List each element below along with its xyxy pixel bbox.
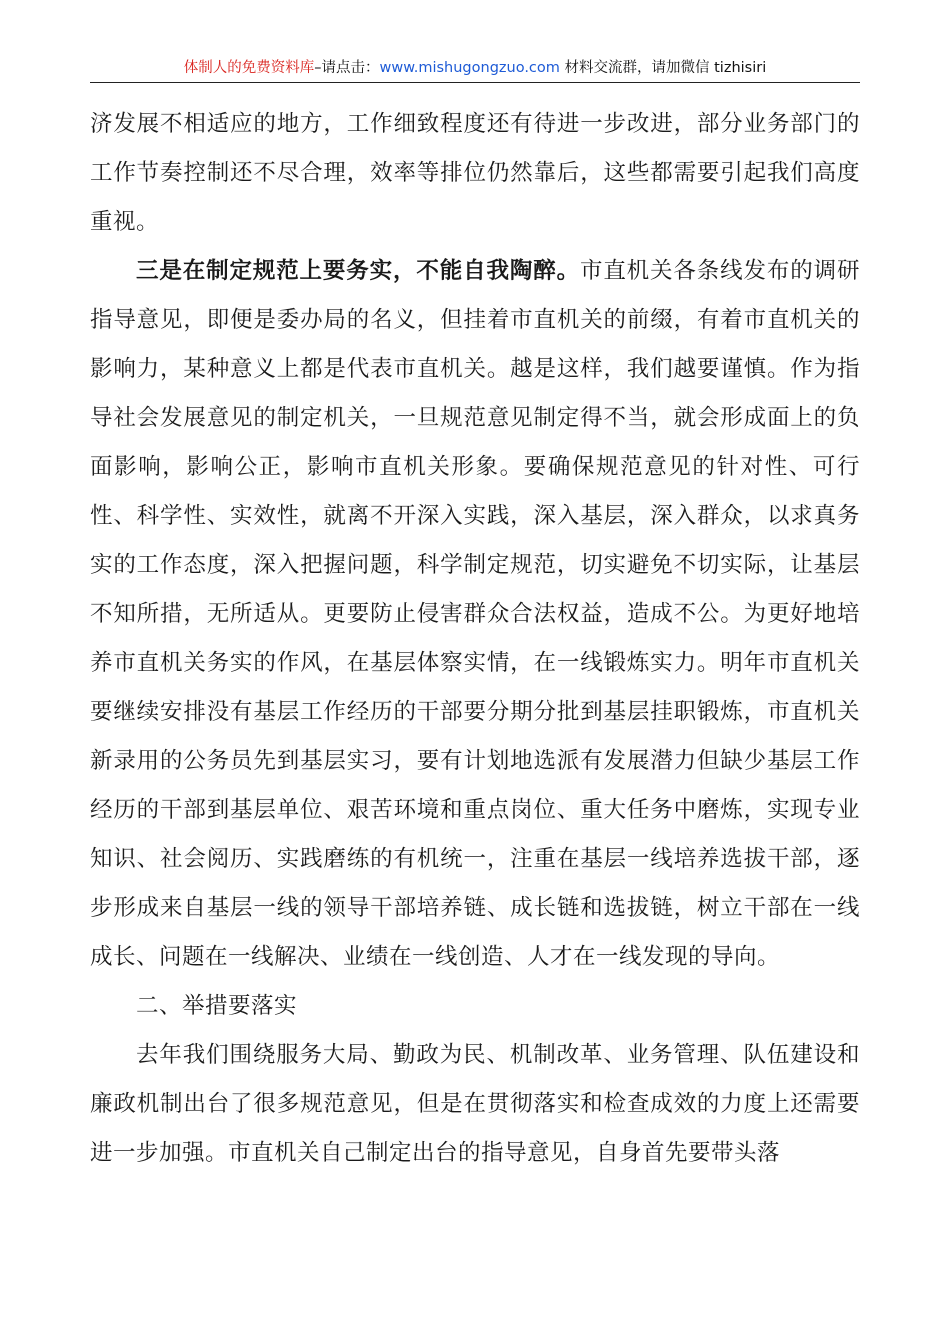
section-heading-text: 二、举措要落实 (136, 993, 298, 1019)
paragraph-measures (90, 1031, 860, 1178)
paragraph-continued (90, 100, 860, 247)
paragraph-point-three (90, 247, 860, 982)
paragraph-text: 市直机关各条线发布的调研指导意见，即便是委办局的名义，但挂着市直机关的前缀，有着市直机关的影响力，某种意义上都是代表市直机关。越是这样，我们越要谨慎。作为指导社会发展意见的制定机关，一旦规范意见制定得不当，就会形成面上的负面影响，影响公正，影响市直机关形象。要确保规范意见的针对性、可行性、科学性、实效性，就离不开深入实践，深入基层，深入群众，以求真务实的工作态度，深入把握问题，科学制定规范，切实避免不切实际，让基层不知所措，无所适从。更要防止侵害群众合法权益，造成不公。为更好地培养市直机关务实的作风，在基层体察实情，在一线锻炼实力。明年市直机关要继续安排没有基层工作经历的干部要分期分批到基层挂职锻炼，市直机关新录用的公务员先到基层实习，要有计划地选派有发展潜力但缺少基层工作经历的干部到基层单位、艰苦环境和重点岗位、重大任务中磨炼，实现专业知识、社会阅历、实践磨练的有机统一，注重在基层一线培养选拔干部，逐步形成来自基层一线的领导干部培养链、成长链和选拔链，树立干部在一线成长、问题在一线解决、业绩在一线创造、人才在一线发现的导向。 (90, 258, 860, 970)
paragraph-lead-heading: 三是在制定规范上要务实，不能自我陶醉。 (136, 258, 580, 284)
header-site-name: 体制人的免费资料库 (183, 60, 315, 76)
header-click-prompt: –请点击： (314, 60, 380, 76)
section-heading (90, 982, 860, 1031)
header-url-link[interactable]: www.mishugongzuo.com (379, 60, 560, 76)
paragraph-text: 济发展不相适应的地方，工作细致程度还有待进一步改进，部分业务部门的工作节奏控制还不尽合理，效率等排位仍然靠后，这些都需要引起我们高度重视。 (90, 111, 860, 235)
header-divider (90, 82, 860, 83)
page-header (90, 58, 860, 78)
paragraph-text: 去年我们围绕服务大局、勤政为民、机制改革、业务管理、队伍建设和廉政机制出台了很多规范意见，但是在贯彻落实和检查成效的力度上还需要进一步加强。市直机关自己制定出台的指导意见，自身首先要带头落 (90, 1042, 860, 1166)
document-body (90, 100, 860, 1178)
header-wechat-note: 材料交流群，请加微信 tizhisiri (559, 60, 767, 76)
